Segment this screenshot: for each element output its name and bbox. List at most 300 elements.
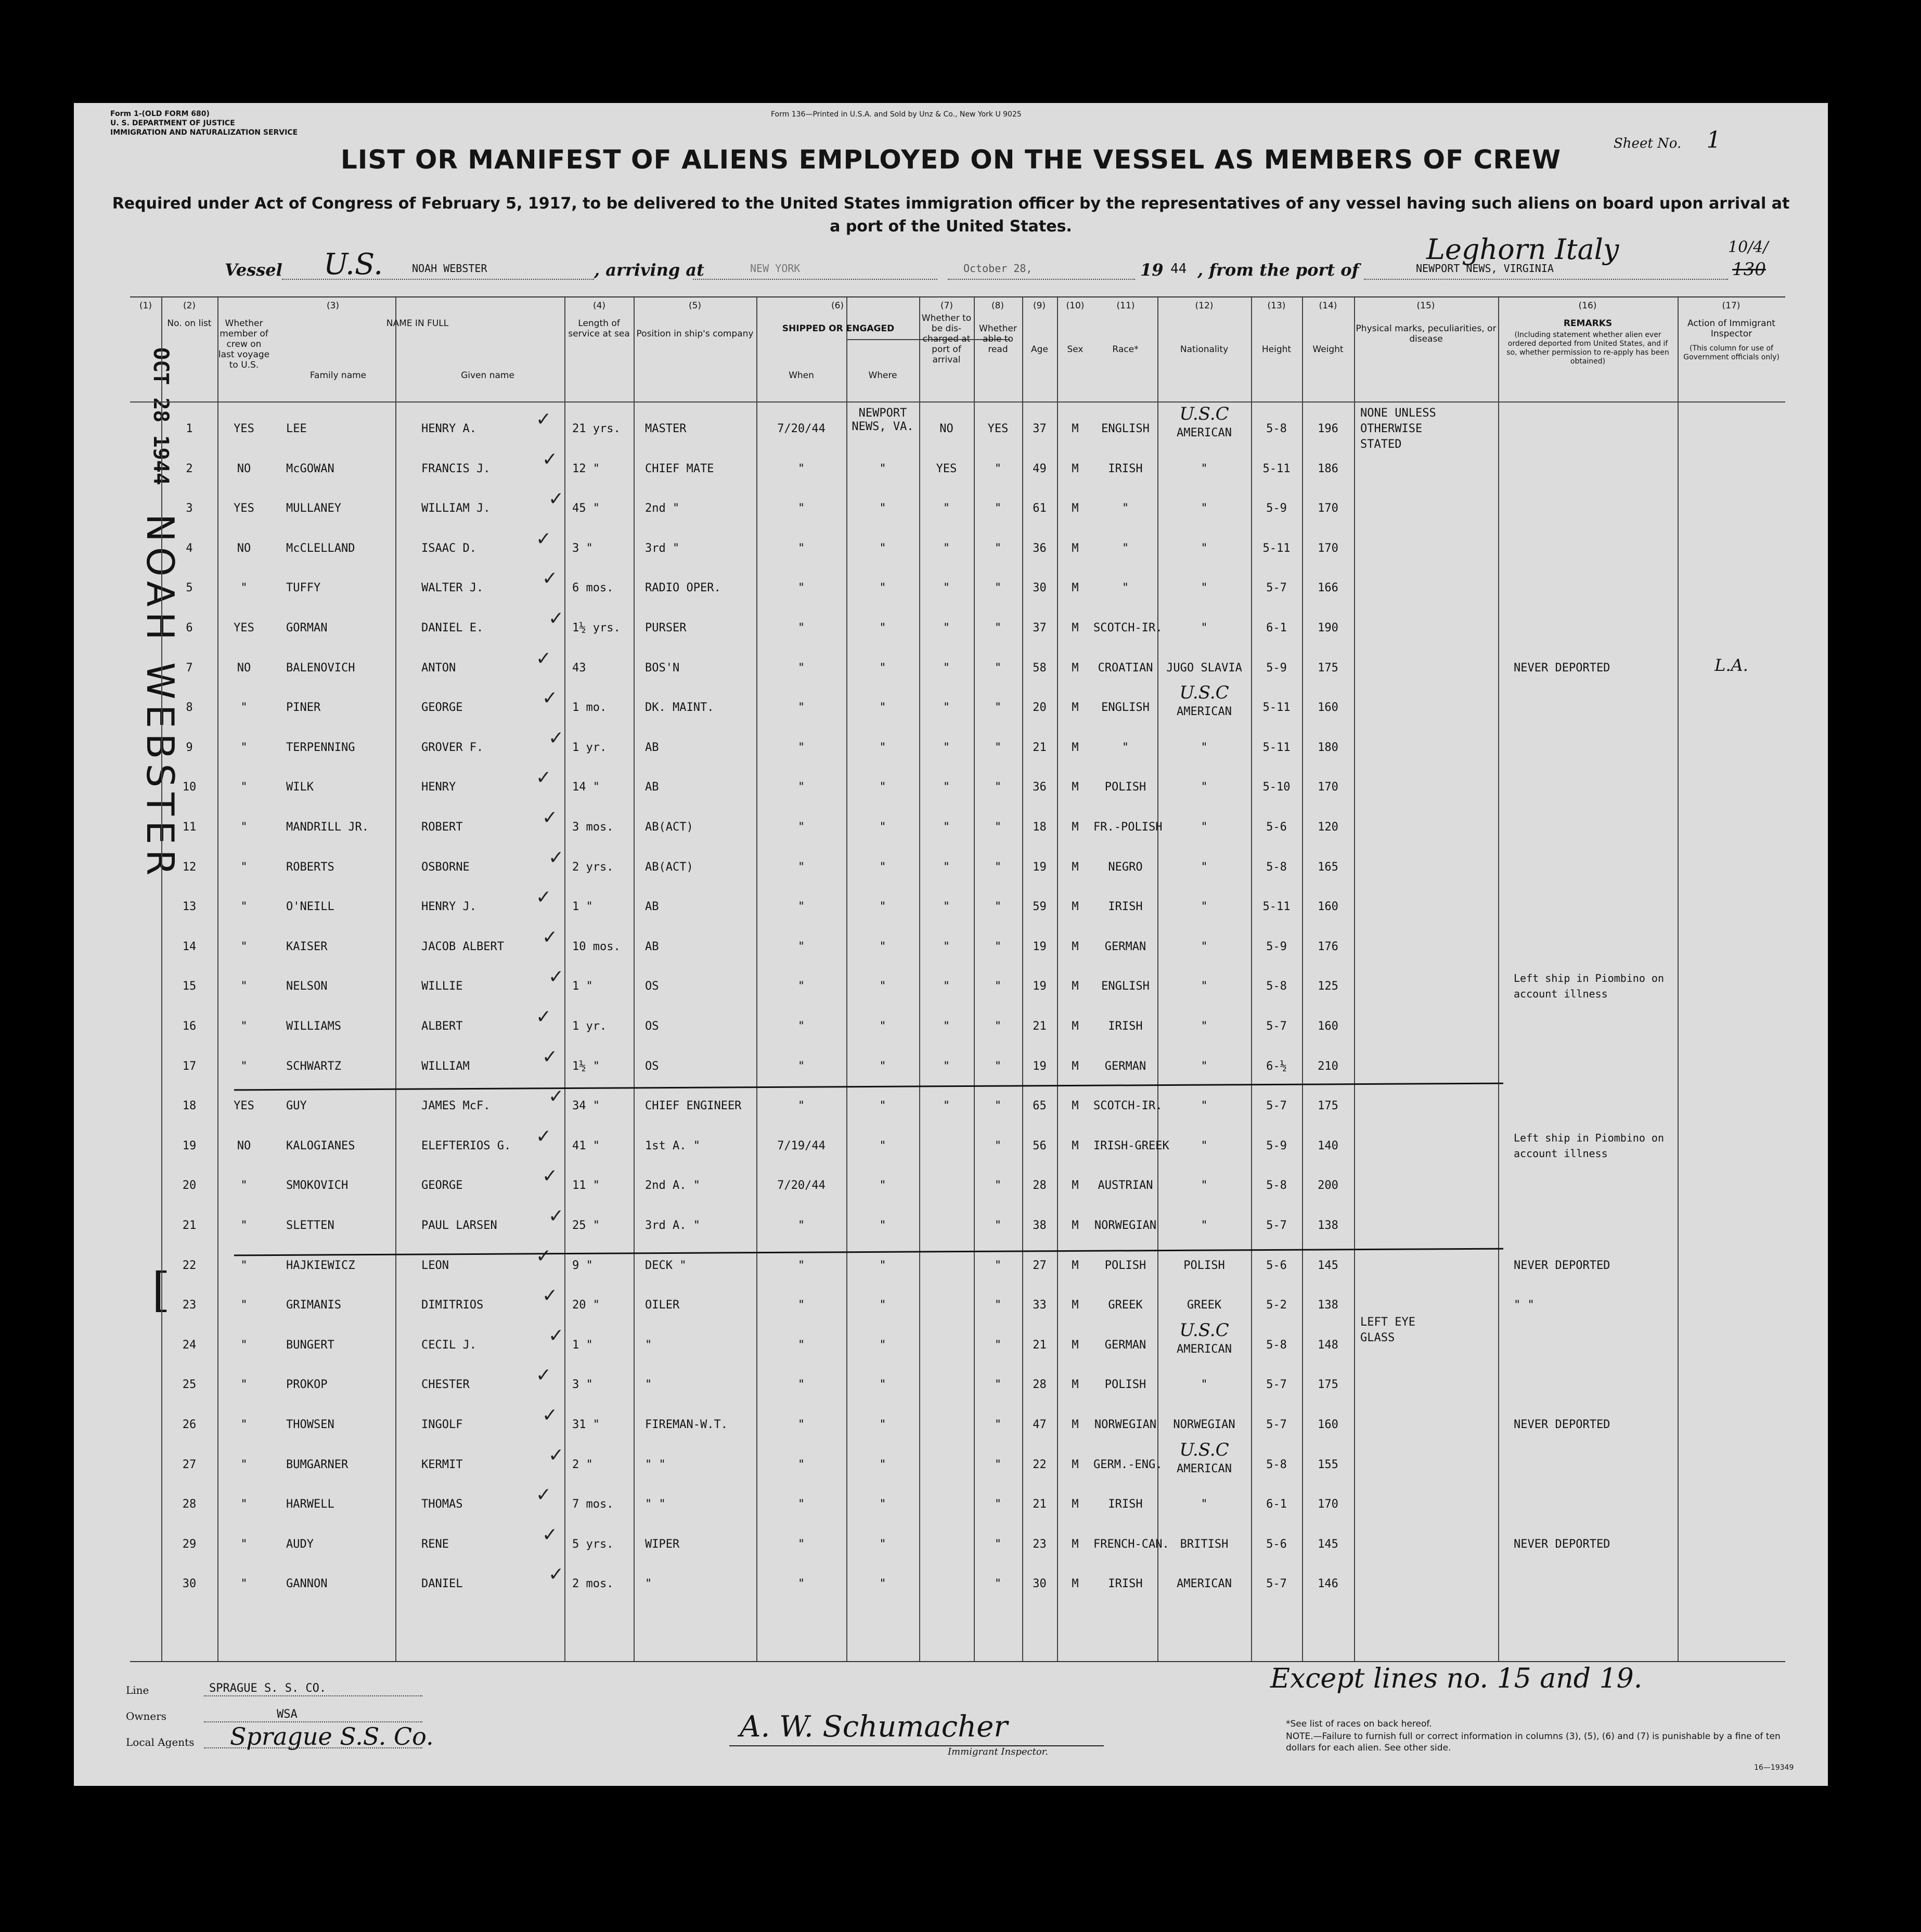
cell-height: 5-8 [1266,1338,1287,1352]
cell-given: FRANCIS J. [421,462,491,475]
cell-nationality: AMERICAN [1177,426,1232,439]
cell-where: " [879,462,886,475]
cell-height: 5-8 [1266,860,1287,874]
table-row [130,647,1785,690]
cell-member: " [240,1299,248,1312]
cell-member: " [240,1378,248,1392]
cell-age: 61 [1033,502,1047,515]
cell-weight: 148 [1318,1338,1338,1352]
hand-mark: [ [152,1263,171,1317]
cell-race: " [1121,502,1129,515]
cell-family: BUNGERT [286,1338,334,1352]
cell-no: 24 [182,1338,197,1352]
cell-when: " [797,781,805,794]
cell-no: 19 [182,1139,197,1152]
cell-no: 5 [186,581,193,595]
cell-discharged: " [943,1020,950,1033]
cell-sex: M [1072,541,1079,555]
cell-weight: 146 [1318,1577,1338,1591]
cell-nationality: " [1201,821,1208,834]
cell-where: " [879,1299,886,1312]
cell-height: 5-6 [1266,1537,1287,1551]
crew-table [130,296,1785,1662]
table-row [130,1125,1785,1168]
cell-race: IRISH [1108,900,1143,914]
cell-weight: 175 [1318,1099,1338,1113]
cell-length: 1 yr. [572,1020,607,1033]
cell-weight: 210 [1318,1059,1338,1073]
cell-where: " [879,781,886,794]
cell-family: BUMGARNER [286,1458,349,1471]
cell-read: " [994,1498,1002,1511]
cell-position: CHIEF MATE [645,462,714,475]
cell-position: " [645,1378,652,1392]
cell-when: " [797,940,805,953]
owners-value: WSA [277,1708,298,1721]
cell-discharged: " [943,661,950,675]
table-row [130,490,1785,530]
cell-discharged: " [943,1099,950,1113]
table-row [130,727,1785,770]
cell-height: 5-10 [1262,781,1291,794]
cell-where: " [879,1219,886,1232]
cell-read: " [994,1537,1002,1551]
cell-nationality: " [1201,980,1208,993]
cell-length: 9 " [572,1259,593,1272]
cell-given: JAMES McF. [421,1099,491,1113]
cell-when: " [797,661,805,675]
cell-sex: M [1072,860,1079,874]
cell-sex: M [1072,1020,1079,1033]
cell-no: 18 [182,1099,197,1113]
cell-length: 14 " [572,781,600,794]
cell-age: 28 [1033,1179,1047,1192]
table-row [130,1367,1785,1407]
cell-read: " [994,502,1002,515]
cell-where: " [879,701,886,715]
cell-age: 21 [1033,1338,1047,1352]
cell-when: " [797,1338,805,1352]
checkmark-icon: ✓ [542,1165,558,1187]
cell-read: " [994,1418,1002,1431]
cell-member: NO [237,462,251,475]
cell-remarks: " " [1514,1299,1535,1312]
cell-sex: M [1072,1259,1079,1272]
except-note: Except lines no. 15 and 19. [1270,1663,1643,1694]
cell-family: PINER [286,701,321,715]
cell-given: DANIEL E. [421,621,484,634]
cell-weight: 160 [1318,1418,1338,1431]
cell-family: HAJKIEWICZ [286,1259,355,1272]
cell-given: HENRY A. [421,422,476,435]
cell-no: 15 [182,980,197,993]
cell-given: ANTON [421,661,456,675]
cell-sex: M [1072,1099,1079,1113]
cell-sex: M [1072,701,1079,715]
cell-position: " " [645,1458,666,1471]
cell-when: " [797,621,805,634]
hdr-nationality: Nationality [1180,344,1229,355]
cell-no: 6 [186,621,193,634]
cell-given: WILLIE [421,980,463,993]
cell-member: " [240,860,248,874]
service-name: IMMIGRATION AND NATURALIZATION SERVICE [110,128,298,137]
races-note: *See list of races on back hereof. [1286,1719,1432,1729]
cell-nationality: " [1201,1219,1208,1232]
cell-discharged: YES [936,462,957,475]
cell-sex: M [1072,1378,1079,1392]
cell-length: 1½ yrs. [572,621,621,634]
cell-height: 5-7 [1266,1577,1287,1591]
cell-member: NO [237,1139,251,1152]
cell-position: 2nd A. " [645,1179,700,1192]
cell-length: 1 " [572,900,593,914]
footer [74,1663,1828,1783]
cell-race: " [1121,741,1129,754]
cell-age: 37 [1033,422,1047,435]
cell-given: WILLIAM J. [421,502,491,515]
cell-read: " [994,1378,1002,1392]
checkmark-icon: ✓ [542,1285,558,1307]
hdr-col-number: (9) [1033,301,1046,311]
cell-length: 11 " [572,1179,600,1192]
cell-member: NO [237,661,251,675]
cell-weight: 145 [1318,1537,1338,1551]
cell-height: 5-11 [1262,701,1291,715]
cell-family: McCLELLAND [286,541,355,555]
cell-read: " [994,1179,1002,1192]
hdr-col-number: (14) [1319,301,1337,311]
cell-given: THOMAS [421,1498,463,1511]
cell-family: LEE [286,422,307,435]
hdr-shipped: SHIPPED OR ENGAGED [782,323,895,334]
cell-weight: 170 [1318,541,1338,555]
cell-length: 2 yrs. [572,860,614,874]
cell-family: MANDRILL JR. [286,821,369,834]
cell-given: GEORGE [421,701,463,715]
cell-when: 7/20/44 [777,422,826,435]
cell-where: " [879,1537,886,1551]
cell-race: POLISH [1104,1259,1146,1272]
cell-member: YES [234,1099,254,1113]
arriving-underline [693,279,937,280]
cell-no: 14 [182,940,197,953]
hdr-action-sub: (This column for use of Government officials only) [1683,344,1780,361]
cell-given: GROVER F. [421,741,484,754]
cell-read: " [994,621,1002,634]
checkmark-icon: ✓ [548,966,564,988]
cell-nationality: POLISH [1183,1259,1225,1272]
cell-position: AB(ACT) [645,821,693,834]
cell-where: " [879,900,886,914]
cell-position: AB [645,741,659,754]
cell-no: 10 [182,781,197,794]
cell-race: IRISH-GREEK [1093,1139,1169,1152]
cell-member: " [240,1259,248,1272]
cell-no: 11 [182,821,197,834]
cell-length: 1 yr. [572,741,607,754]
cell-member: NO [237,541,251,555]
cell-read: " [994,781,1002,794]
cell-member: YES [234,502,254,515]
cell-weight: 166 [1318,581,1338,595]
cell-age: 28 [1033,1378,1047,1392]
cell-family: SCHWARTZ [286,1059,341,1073]
table-row [130,1439,1785,1487]
physical-note-line: STATED [1360,438,1402,451]
cell-sex: M [1072,980,1079,993]
hdr-col-number: (17) [1722,301,1740,311]
cell-weight: 170 [1318,781,1338,794]
cell-read: YES [987,422,1009,435]
cell-where: " [879,940,886,953]
hdr-height: Height [1261,344,1292,355]
fine-note: NOTE.—Failure to furnish full or correct information in columns (3), (5), (6) and (7) is punishable by a fine of ten dollars for each alien. See other side. [1286,1731,1781,1753]
cell-sex: M [1072,1059,1079,1073]
cell-length: 6 mos. [572,581,614,595]
cell-given: WILLIAM [421,1059,470,1073]
checkmark-icon: ✓ [536,767,552,789]
cell-member: YES [234,621,254,634]
checkmark-icon: ✓ [536,1125,552,1147]
cell-read: " [994,1139,1002,1152]
cell-weight: 120 [1318,821,1338,834]
cell-nationality: " [1201,1378,1208,1392]
hdr-when: When [789,370,814,381]
cell-sex: M [1072,1537,1079,1551]
cell-length: 3 " [572,541,593,555]
cell-family: O'NEILL [286,900,334,914]
cell-sex: M [1072,1338,1079,1352]
form-header-block [110,109,298,137]
checkmark-icon: ✓ [542,1405,558,1426]
cell-member: " [240,741,248,754]
cell-no: 13 [182,900,197,914]
cell-when: " [797,1418,805,1431]
cell-length: 12 " [572,462,600,475]
cell-sex: M [1072,900,1079,914]
cell-age: 22 [1033,1458,1047,1471]
cell-read: " [994,1259,1002,1272]
cell-position: AB [645,940,659,953]
hdr-col-number: (12) [1195,301,1214,311]
form-line: Form 1-(OLD FORM 680) [110,110,210,118]
cell-weight: 200 [1318,1179,1338,1192]
cell-family: AUDY [286,1537,314,1551]
cell-weight: 175 [1318,1378,1338,1392]
hdr-race: Race* [1112,344,1139,355]
cell-length: 3 " [572,1378,593,1392]
cell-given: CECIL J. [421,1338,476,1352]
cell-family: KAISER [286,940,328,953]
cell-no: 26 [182,1418,197,1431]
cell-age: 18 [1033,821,1047,834]
cell-where: " [879,1577,886,1591]
cell-sex: M [1072,821,1079,834]
cell-sex: M [1072,422,1079,435]
stamp-vessel-name: NOAH WEBSTER [138,514,182,881]
cell-length: 25 " [572,1219,600,1232]
cell-where: " [879,1059,886,1073]
cell-height: 5-2 [1266,1299,1287,1312]
cell-read: " [994,940,1002,953]
cell-where: " [879,1099,886,1113]
cell-length: 10 mos. [572,940,621,953]
cell-remarks: NEVER DEPORTED [1514,1537,1610,1551]
cell-weight: 160 [1318,900,1338,914]
cell-weight: 196 [1318,422,1338,435]
cell-no: 22 [182,1259,197,1272]
cell-read: " [994,1458,1002,1471]
checkmark-icon: ✓ [548,1564,564,1586]
cell-read: " [994,581,1002,595]
cell-weight: 175 [1318,661,1338,675]
cell-nationality: GREEK [1187,1299,1222,1312]
cell-weight: 170 [1318,502,1338,515]
cell-family: THOWSEN [286,1418,334,1431]
cell-height: 5-11 [1262,741,1291,754]
cell-length: 1 " [572,1338,593,1352]
cell-nationality: " [1201,1179,1208,1192]
cell-age: 56 [1033,1139,1047,1152]
cell-race: GERM.-ENG. [1093,1458,1163,1471]
cell-given: PAUL LARSEN [421,1219,497,1232]
cell-race: FRENCH-CAN. [1093,1537,1169,1551]
table-row [130,1566,1785,1606]
cell-age: 27 [1033,1259,1047,1272]
cell-given: LEON [421,1259,449,1272]
cell-when: 7/20/44 [777,1179,826,1192]
line-value: SPRAGUE S. S. CO. [209,1682,327,1695]
cell-race: ENGLISH [1101,422,1150,435]
hdr-col-number: (1) [139,301,152,311]
cell-age: 19 [1033,1059,1047,1073]
cell-length: 34 " [572,1099,600,1113]
cell-where: " [879,1020,886,1033]
cell-read: " [994,661,1002,675]
checkmark-icon: ✓ [548,727,564,749]
cell-length: 31 " [572,1418,600,1431]
cell-given: ELEFTERIOS G. [421,1139,511,1152]
cell-when: " [797,1099,805,1113]
hdr-col-number: (5) [688,301,702,311]
cell-family: GORMAN [286,621,328,634]
cell-family: WILLIAMS [286,1020,341,1033]
cell-read: " [994,741,1002,754]
cell-position: AB [645,781,659,794]
cell-age: 59 [1033,900,1047,914]
cell-where: " [879,1139,886,1152]
cell-sex: M [1072,621,1079,634]
cell-member: " [240,1020,248,1033]
cell-remarks: NEVER DEPORTED [1514,1418,1610,1431]
cell-height: 5-8 [1266,980,1287,993]
cell-length: 2 mos. [572,1577,614,1591]
cell-read: " [994,1338,1002,1352]
cell-age: 47 [1033,1418,1047,1431]
cell-no: 29 [182,1537,197,1551]
cell-length: 45 " [572,502,600,515]
cell-sex: M [1072,1139,1079,1152]
cell-action: L.A. [1714,655,1748,675]
cell-no: 20 [182,1179,197,1192]
cell-race: NORWEGIAN [1094,1219,1157,1232]
hdr-remarks: REMARKS [1563,318,1613,329]
table-row [130,769,1785,809]
cell-position: AB(ACT) [645,860,693,874]
hdr-name-in-full: NAME IN FULL [386,318,449,329]
cell-when: " [797,1020,805,1033]
cell-where: " [879,1378,886,1392]
table-row [130,610,1785,650]
checkmark-icon: ✓ [536,528,552,550]
cell-height: 5-7 [1266,1020,1287,1033]
cell-remarks: NEVER DEPORTED [1514,1259,1610,1272]
hdr-sex: Sex [1067,344,1084,355]
cell-read: " [994,1099,1002,1113]
owners-label: Owners [126,1710,167,1722]
cell-when: " [797,1498,805,1511]
cell-family: McGOWAN [286,462,334,475]
cell-position: BOS'N [645,661,680,675]
cell-discharged: " [943,821,950,834]
cell-given: JACOB ALBERT [421,940,504,953]
department-name: U. S. DEPARTMENT OF JUSTICE [110,119,235,127]
cell-nationality: " [1201,581,1208,595]
table-row [130,849,1785,889]
cell-sex: M [1072,462,1079,475]
cell-given: ALBERT [421,1020,463,1033]
agents-value: Sprague S.S. Co. [230,1722,434,1751]
cell-when: " [797,1219,805,1232]
cell-read: " [994,462,1002,475]
cell-no: 8 [186,701,193,715]
cell-where: " [879,1458,886,1471]
cell-remarks: Left ship in Piombino on account illness [1514,972,1664,1001]
cell-race: CROATIAN [1098,661,1153,675]
stamp-date: OCT 28 1944 [149,347,173,485]
cell-height: 6-½ [1266,1059,1287,1073]
year-value: 44 [1170,261,1187,277]
table-row [130,1205,1785,1248]
cell-age: 36 [1033,541,1047,555]
cell-nationality: " [1201,462,1208,475]
cell-age: 21 [1033,1498,1047,1511]
cell-sex: M [1072,940,1079,953]
cell-discharged: " [943,621,950,634]
cell-when: 7/19/44 [777,1139,826,1152]
nationality-hand: U.S.C [1179,1319,1229,1341]
checkmark-icon: ✓ [536,1245,552,1267]
vessel-hand: U.S. [324,248,383,281]
cell-length: 2 " [572,1458,593,1471]
cell-height: 5-7 [1266,1099,1287,1113]
cell-age: 49 [1033,462,1047,475]
hdr-weight: Weight [1312,344,1344,355]
cell-nationality: " [1201,621,1208,634]
line-label: Line [126,1684,149,1696]
cell-height: 6-1 [1266,1498,1287,1511]
cell-nationality: " [1201,1139,1208,1152]
hdr-member: Whether member of crew on last voyage to U.S. [218,318,270,370]
manifest-sheet [74,103,1828,1786]
cell-weight: 180 [1318,741,1338,754]
cell-position: OS [645,1059,659,1073]
cell-discharged: " [943,900,950,914]
cell-where: " [879,1179,886,1192]
cell-nationality: AMERICAN [1177,1342,1232,1356]
cell-sex: M [1072,1219,1079,1232]
